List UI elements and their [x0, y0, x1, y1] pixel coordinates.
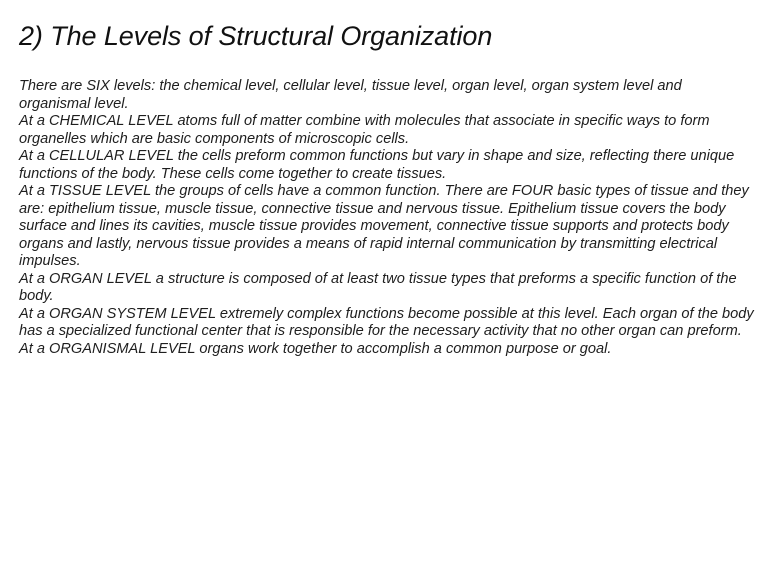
paragraph-cellular-level: At a CELLULAR LEVEL the cells preform common functions but vary in shape and size, reflecting there unique functions of the body. These cells come together to create tissues.	[19, 148, 735, 182]
slide-body	[19, 78, 757, 358]
paragraph-organismal-level: At a ORGANISMAL LEVEL organs work together to accomplish a common purpose or goal.	[19, 340, 612, 357]
paragraph-organ-level: At a ORGAN LEVEL a structure is composed of at least two tissue types that preforms a specific function of the body.	[19, 270, 737, 304]
paragraph-tissue-level: At a TISSUE LEVEL the groups of cells have a common function. There are FOUR basic types of tissue and they are: epithelium tissue, muscle tissue, connective tissue and nervous tissue. Epithelium tissue covers the body surface and lines its cavities, muscle tissue provides movement, connective tissue supports and protects body organs and lastly, nervous tissue provides a means of rapid internal communication by transmitting electrical impulses.	[19, 183, 749, 269]
paragraph-chemical-level: At a CHEMICAL LEVEL atoms full of matter combine with molecules that associate in specific ways to form organelles which are basic components of microscopic cells.	[19, 113, 710, 147]
slide-title: 2) The Levels of Structural Organization	[19, 21, 493, 51]
paragraph-organ-system-level: At a ORGAN SYSTEM LEVEL extremely complex functions become possible at this level. Each organ of the body has a specialized functional center that is responsible for the necessary activity that no other organ can preform.	[19, 305, 754, 339]
paragraph-six-levels: There are SIX levels: the chemical level, cellular level, tissue level, organ level, organ system level and organismal level.	[19, 78, 682, 112]
